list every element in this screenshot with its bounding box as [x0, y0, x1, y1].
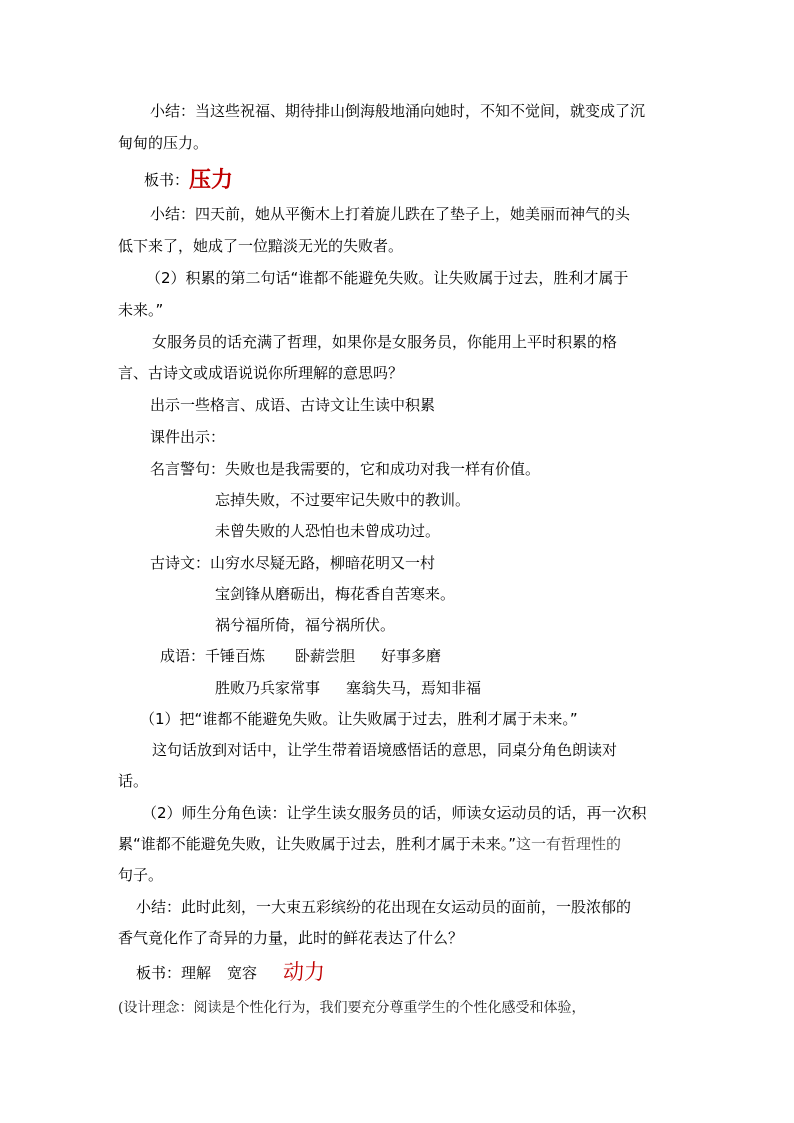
- blackboard-note-2: [136, 962, 325, 983]
- summary2-line-1: 小结：四天前，她从平衡木上打着旋儿跌在了垫子上，她美丽而神气的头: [150, 205, 631, 223]
- step-2-line-1: （2）积累的第二句话“谁都不能避免失败。让失败属于过去，胜利才属于: [146, 269, 629, 287]
- summary3-line-2: 香气竟化作了奇异的力量，此时的鲜花表达了什么？: [118, 929, 464, 947]
- blackboard-note-1: [144, 170, 233, 191]
- idiom-label: 成语：: [160, 647, 206, 665]
- board2-label: 板书：理解: [136, 964, 212, 982]
- step-2-line-2: 未来。”: [118, 301, 164, 319]
- quote-line-1: 名言警句：失败也是我需要的，它和成功对我一样有价值。: [150, 460, 541, 478]
- instruction-line: 出示一些格言、成语、古诗文让生读中积累: [150, 396, 436, 414]
- idiom-item: 塞翁失马，焉知非福: [346, 679, 482, 697]
- summary3-line-1: 小结：此时此刻，一大束五彩缤纷的花出现在女运动员的面前，一股浓郁的: [136, 898, 632, 916]
- poem-line-3: 祸兮福所倚，福兮祸所伏。: [215, 616, 396, 634]
- step-2b-line-1: （2）师生分角色读：让学生读女服务员的话，师读女运动员的话，再一次积: [142, 804, 647, 822]
- summary2-line-2: 低下来了，她成了一位黯淡无光的失败者。: [118, 237, 404, 255]
- step-1-detail-line-2: 话。: [118, 772, 149, 790]
- idiom-item: 胜败乃兵家常事: [215, 679, 321, 697]
- board-keyword-pressure: 压力: [189, 168, 234, 193]
- board-keyword-motivation: 动力: [283, 960, 326, 984]
- poem-line-1: 古诗文：山穷水尽疑无路，柳暗花明又一村: [150, 554, 436, 572]
- idiom-row-2: [215, 678, 481, 698]
- step-1-detail-line-1: 这句话放到对话中，让学生带着语境感悟话的意思，同桌分角色朗读对: [152, 741, 618, 759]
- poem-line-2: 宝剑锋从磨砺出，梅花香自苦寒来。: [215, 585, 456, 603]
- step-2b-line-2: [118, 834, 621, 854]
- idiom-row-1: [160, 646, 441, 666]
- quote-line-3: 未曾失败的人恐怕也未曾成功过。: [215, 522, 441, 540]
- board-label: 板书：: [144, 171, 190, 189]
- idiom-item: 千锤百炼: [205, 647, 266, 665]
- step-2b-main: 累“谁都不能避免失败，让失败属于过去，胜利才属于未来。”: [118, 835, 517, 853]
- board2-word: 宽容: [227, 964, 258, 982]
- idiom-item: 好事多磨: [381, 647, 442, 665]
- step-2b-line-3: 句子。: [118, 866, 164, 884]
- quote-line-2: 忘掉失败，不过要牢记失败中的教训。: [215, 491, 471, 509]
- question-line-1: 女服务员的话充满了哲理，如果你是女服务员，你能用上平时积累的格: [152, 333, 618, 351]
- question-line-2: 言、古诗文或成语说说你所理解的意思吗？: [118, 364, 404, 382]
- slide-heading: 课件出示：: [150, 428, 226, 446]
- step-1-line: （1）把“谁都不能避免失败。让失败属于过去，胜利才属于未来。”: [140, 710, 578, 728]
- idiom-item: 卧薪尝胆: [295, 647, 356, 665]
- summary-line-2: 甸甸的压力。: [118, 134, 209, 152]
- summary-line-1: 小结：当这些祝福、期待排山倒海般地涌向她时，不知不觉间，就变成了沉: [150, 102, 646, 120]
- design-note-line: (设计理念：阅读是个性化行为，我们要充分尊重学生的个性化感受和体验，: [118, 1000, 586, 1016]
- step-2b-tail: 这一有哲理性的: [516, 835, 622, 853]
